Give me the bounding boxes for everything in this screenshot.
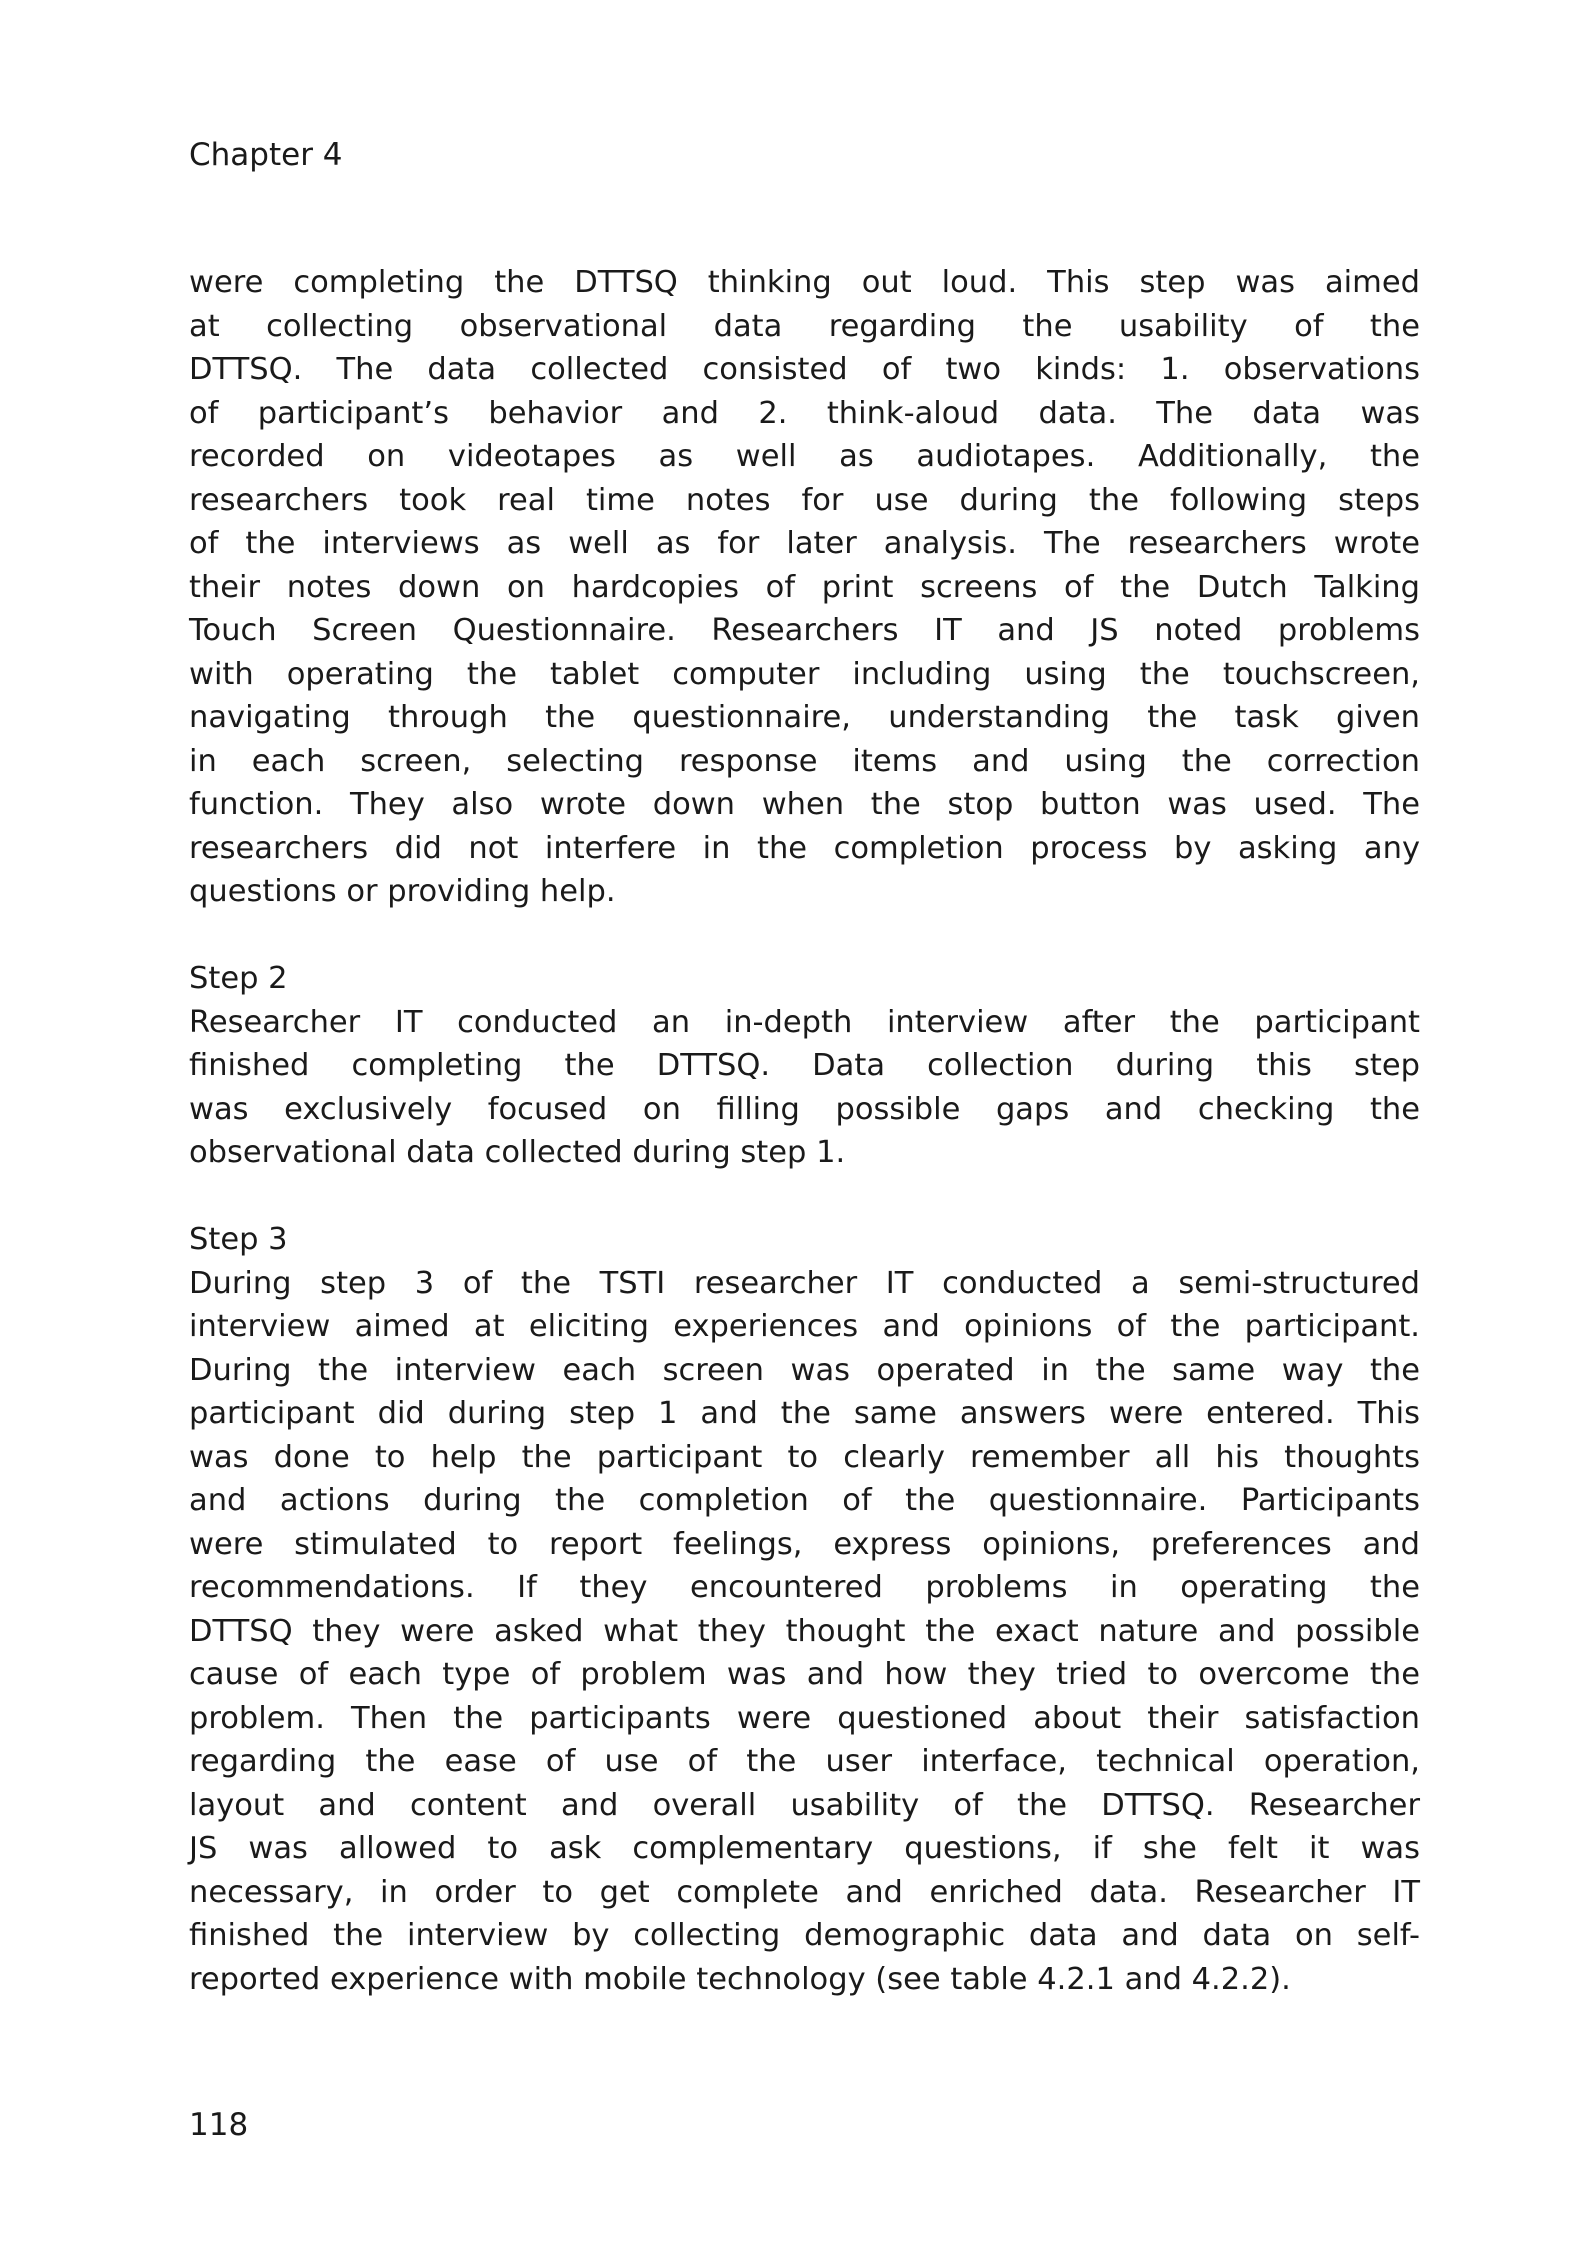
text-line: was exclusively focused on filling possible gaps and checking the bbox=[189, 1091, 1420, 1127]
text-line: with operating the tablet computer including using the touchscreen, bbox=[189, 656, 1420, 692]
text-line: of the interviews as well as for later analysis. The researchers wrote bbox=[189, 526, 1420, 561]
running-header: Chapter 4 bbox=[189, 137, 343, 173]
text-line: at collecting observational data regarding the usability of the bbox=[189, 308, 1420, 344]
page-number: 118 bbox=[189, 2107, 249, 2143]
text-line: Researcher IT conducted an in-depth interview after the participant bbox=[189, 1004, 1420, 1040]
text-line: reported experience with mobile technology (see table 4.2.1 and 4.2.2). bbox=[189, 1961, 1291, 1997]
section-heading: Step 2 bbox=[189, 961, 288, 996]
paragraph bbox=[189, 1218, 1420, 2001]
text-line: DTTSQ. The data collected consisted of two kinds: 1. observations bbox=[189, 352, 1420, 387]
text-line: navigating through the questionnaire, understanding the task given bbox=[189, 700, 1420, 735]
text-line: were completing the DTTSQ thinking out loud. This step was aimed bbox=[189, 265, 1420, 300]
paragraph bbox=[189, 261, 1420, 914]
text-line: finished the interview by collecting demographic data and data on self- bbox=[189, 1918, 1420, 1953]
text-line: their notes down on hardcopies of print screens of the Dutch Talking bbox=[189, 569, 1420, 605]
text-line: interview aimed at eliciting experiences and opinions of the participant. bbox=[189, 1309, 1420, 1344]
text-line: recorded on videotapes as well as audiotapes. Additionally, the bbox=[189, 439, 1420, 474]
body-text bbox=[189, 261, 1420, 2001]
text-line: observational data collected during step 1. bbox=[189, 1135, 846, 1170]
section-heading: Step 3 bbox=[189, 1222, 288, 1257]
text-line: participant did during step 1 and the same answers were entered. This bbox=[189, 1396, 1420, 1431]
text-line: necessary, in order to get complete and enriched data. Researcher IT bbox=[189, 1874, 1420, 1910]
text-line: problem. Then the participants were questioned about their satisfaction bbox=[189, 1700, 1420, 1736]
text-line: researchers did not interfere in the completion process by asking any bbox=[189, 830, 1420, 866]
text-line: were stimulated to report feelings, express opinions, preferences and bbox=[189, 1526, 1420, 1562]
paragraph bbox=[189, 957, 1420, 1175]
text-line: function. They also wrote down when the stop button was used. The bbox=[189, 787, 1420, 822]
text-line: in each screen, selecting response items and using the correction bbox=[189, 743, 1420, 779]
text-line: of participant’s behavior and 2. think-aloud data. The data was bbox=[189, 395, 1420, 431]
text-line: cause of each type of problem was and how they tried to overcome the bbox=[189, 1657, 1420, 1692]
text-line: questions or providing help. bbox=[189, 874, 616, 909]
text-line: During step 3 of the TSTI researcher IT conducted a semi-structured bbox=[189, 1265, 1420, 1301]
text-line: was done to help the participant to clearly remember all his thoughts bbox=[189, 1439, 1420, 1475]
text-line: researchers took real time notes for use during the following steps bbox=[189, 482, 1420, 518]
text-line: layout and content and overall usability of the DTTSQ. Researcher bbox=[189, 1787, 1420, 1823]
paragraph-gap bbox=[189, 1175, 1420, 1219]
text-line: finished completing the DTTSQ. Data collection during this step bbox=[189, 1048, 1420, 1083]
paragraph-gap bbox=[189, 914, 1420, 958]
text-line: regarding the ease of use of the user interface, technical operation, bbox=[189, 1744, 1420, 1779]
text-line: JS was allowed to ask complementary questions, if she felt it was bbox=[189, 1831, 1420, 1866]
text-line: and actions during the completion of the questionnaire. Participants bbox=[189, 1483, 1420, 1518]
text-line: Touch Screen Questionnaire. Researchers IT and JS noted problems bbox=[189, 613, 1420, 648]
text-line: recommendations. If they encountered problems in operating the bbox=[189, 1570, 1420, 1605]
text-line: DTTSQ they were asked what they thought the exact nature and possible bbox=[189, 1613, 1420, 1649]
text-line: During the interview each screen was operated in the same way the bbox=[189, 1352, 1420, 1388]
